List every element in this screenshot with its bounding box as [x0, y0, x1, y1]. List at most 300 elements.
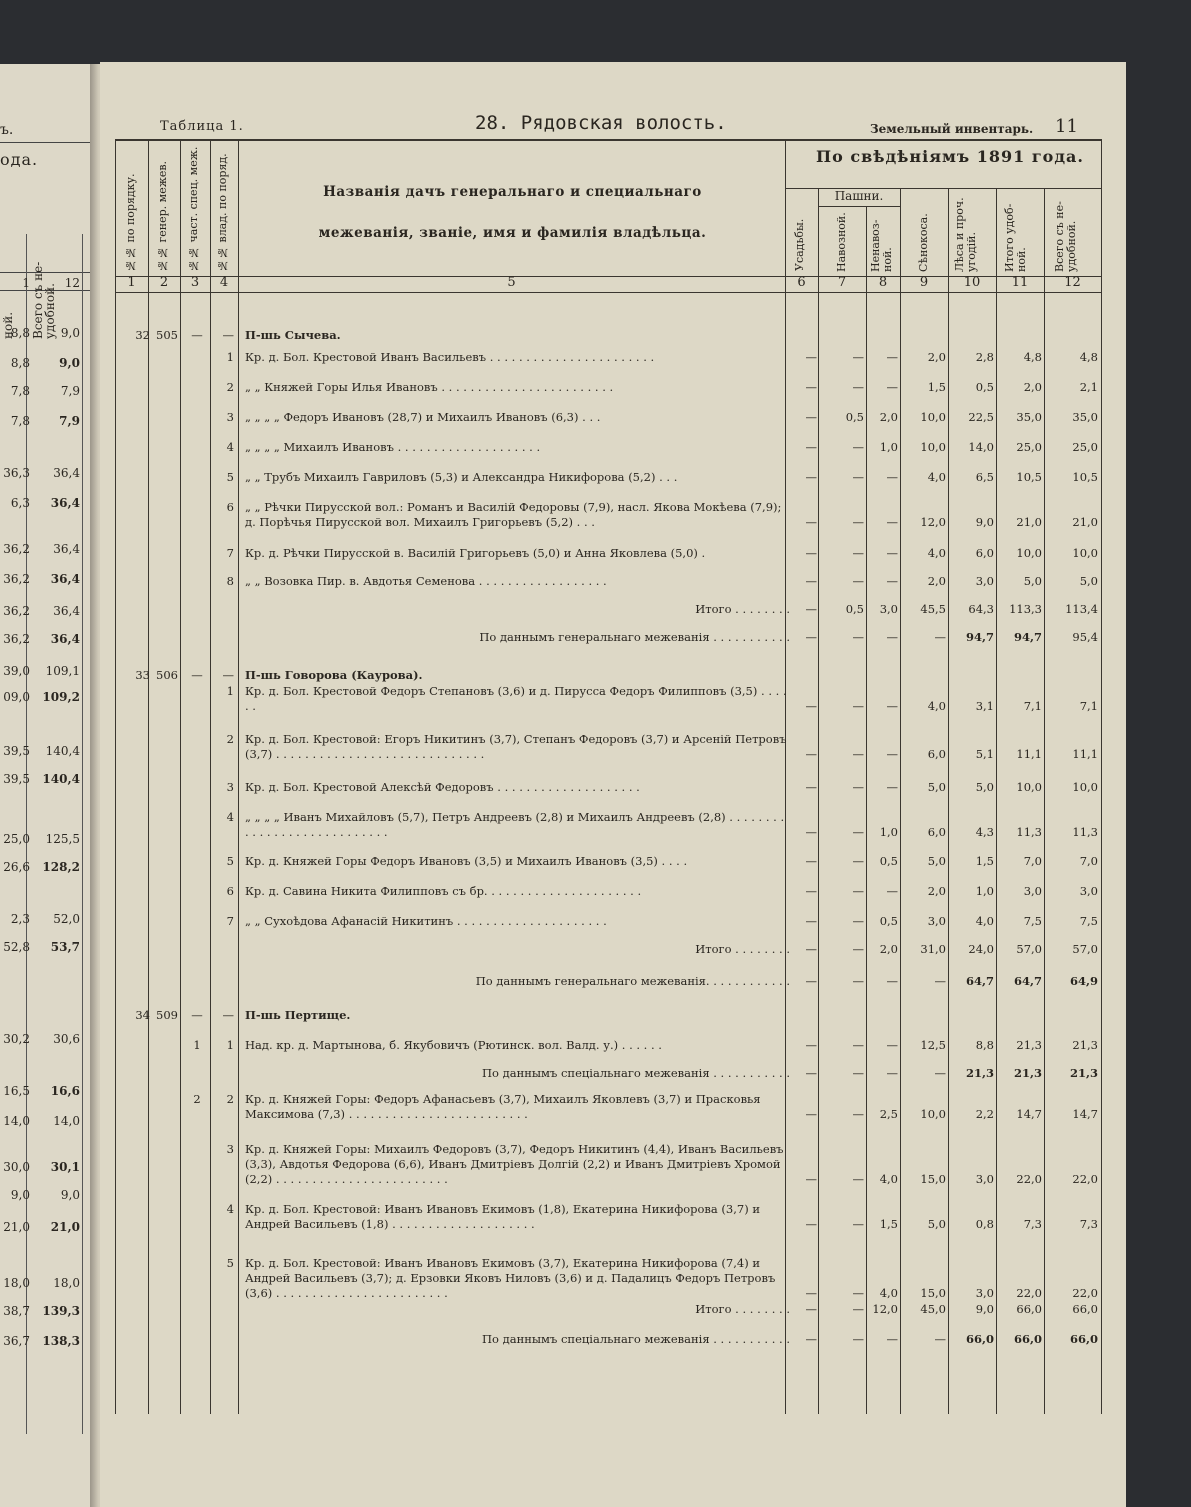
column-line [866, 206, 867, 1414]
left-page-cell: 9,0 [60, 1188, 80, 1202]
col-7-header: Навозной. [835, 212, 848, 272]
value-col-6: — [805, 1302, 817, 1316]
value-col-6: — [805, 884, 817, 898]
left-page-row [0, 1188, 96, 1208]
value-col-6: — [805, 470, 817, 484]
value-col-6: — [805, 1217, 817, 1231]
value-col-8: 1,0 [879, 440, 898, 454]
col-8-header: Ненавоз-ной. [869, 219, 894, 272]
row-number-n4: 2 [226, 380, 234, 394]
owner-name: Кр. д. Савина Никита Филипповъ съ бр. . . . . . . . . . . . . . . . . . . . . . [245, 884, 642, 898]
value-col-6: — [805, 574, 817, 588]
value-col-9: 4,0 [927, 546, 946, 560]
left-page-cell: 21,0 [50, 1220, 80, 1234]
value-col-11: 3,0 [1023, 884, 1042, 898]
value-col-6: — [805, 747, 817, 761]
left-page-cell: 36,4 [50, 496, 80, 510]
column-number-rule [115, 292, 1102, 293]
value-col-10: 66,0 [965, 1332, 994, 1346]
value-col-10: 1,0 [975, 884, 994, 898]
col-10-header: Лѣса и проч. угодій. [953, 197, 978, 272]
value-col-10: 3,0 [975, 1286, 994, 1300]
owner-name: Кр. д. Бол. Крестовой: Иванъ Ивановъ Екимовъ (1,8), Екатерина Никифорова (3,7) и Андрей Васильевъ (1,8) . . . . . . . . . . . . . . . . . . . . [245, 1202, 761, 1231]
left-page-row [0, 384, 96, 404]
value-col-10: 64,7 [965, 974, 994, 988]
left-page-cell: 52,8 [3, 940, 30, 954]
value-col-11: 25,0 [1016, 440, 1042, 454]
value-col-8: 0,5 [879, 914, 898, 928]
section-title: Земельный инвентарь. [870, 122, 1034, 136]
left-page-cell: 30,0 [3, 1160, 30, 1174]
left-page-rule [0, 142, 96, 143]
left-page-cell: 140,4 [45, 744, 80, 758]
left-page-fragment [0, 64, 96, 1507]
value-col-12: 21,3 [1069, 1066, 1098, 1080]
right-page [100, 62, 1126, 1507]
left-page-cell: 9,0 [59, 356, 80, 370]
column-line [180, 139, 181, 1414]
value-col-6: — [805, 1286, 817, 1300]
value-col-9: 15,0 [920, 1286, 946, 1300]
left-page-cell: 139,3 [42, 1304, 80, 1318]
col-number: 2 [159, 275, 169, 290]
owner-name: Кр. д. Рѣчки Пирусской в. Василій Григорьевъ (5,0) и Анна Яковлева (5,0) . [245, 546, 706, 560]
value-col-7: — [852, 1332, 864, 1346]
row-number-n4: — [222, 668, 234, 682]
row-number-n2: 509 [156, 1008, 178, 1022]
value-col-9: 3,0 [927, 914, 946, 928]
value-col-6: — [805, 974, 817, 988]
value-col-9: 12,0 [920, 515, 946, 529]
row-number-n4: 3 [226, 780, 234, 794]
value-col-9: 10,0 [920, 410, 946, 424]
value-col-7: — [852, 440, 864, 454]
left-page-col-b-num: 12 [64, 276, 80, 290]
left-page-cell: 38,7 [3, 1304, 30, 1318]
left-page-row [0, 572, 96, 592]
value-col-12: 66,0 [1069, 1332, 1098, 1346]
owner-name: „ „ „ „ Михаилъ Ивановъ . . . . . . . . . . . . . . . . . . . . [245, 440, 541, 454]
row-number-n4: 5 [226, 1256, 234, 1270]
owner-name: „ „ „ „ Иванъ Михайловъ (5,7), Петръ Андреевъ (2,8) и Михаилъ Андреевъ (2,8) . . . . . . . . . . . . . . . . . . . . . . . . . . . . [245, 810, 785, 839]
left-page-cell: 109,2 [42, 690, 80, 704]
col-6-header: Усадьбы. [793, 218, 806, 271]
value-col-8: 1,0 [879, 825, 898, 839]
value-col-11: 113,3 [1009, 602, 1042, 616]
left-page-cell: 14,0 [53, 1114, 80, 1128]
value-col-12: 25,0 [1072, 440, 1098, 454]
row-number-n4: 4 [226, 810, 234, 824]
row-number-n2: 505 [156, 328, 178, 342]
left-page-row [0, 912, 96, 932]
value-col-9: 2,0 [927, 574, 946, 588]
left-page-row [0, 496, 96, 516]
value-col-10: 0,5 [975, 380, 994, 394]
value-col-6: — [805, 546, 817, 560]
owner-name: По даннымъ генеральнаго межеванія . . . . . . . . . . . [479, 630, 790, 644]
pashni-header: Пашни. [834, 189, 884, 203]
value-col-12: 10,0 [1072, 546, 1098, 560]
col-12-header: Всего съ не-удобной. [1053, 201, 1078, 272]
owner-name: По даннымъ генеральнаго межеванія. . . . . . . . . . . . [475, 974, 790, 988]
row-number-n4: 5 [226, 470, 234, 484]
value-col-7: 0,5 [845, 410, 864, 424]
owner-name: П-шь Пертище. [245, 1008, 351, 1022]
left-page-row [0, 1084, 96, 1104]
table-top-rule [115, 139, 1102, 141]
value-col-10: 22,5 [968, 410, 994, 424]
owner-name: „ „ Трубъ Михаилъ Гавриловъ (5,3) и Александра Никифорова (5,2) . . . [245, 470, 678, 484]
value-col-11: 94,7 [1013, 630, 1042, 644]
left-page-cell: 18,0 [53, 1276, 80, 1290]
row-number-n3: — [191, 1008, 203, 1022]
value-col-8: — [886, 515, 898, 529]
value-col-7: — [852, 1038, 864, 1052]
value-col-12: 21,3 [1072, 1038, 1098, 1052]
value-col-10: 2,2 [975, 1107, 994, 1121]
row-number-n4: 6 [226, 884, 234, 898]
owner-name: Над. кр. д. Мартынова, б. Якубовичъ (Рютинск. вол. Валд. у.) . . . . . . [245, 1038, 662, 1052]
value-col-9: 4,0 [927, 699, 946, 713]
value-col-6: — [805, 825, 817, 839]
left-page-col-a-num: 1 [22, 276, 30, 290]
row-number-n3: — [191, 328, 203, 342]
left-page-cell: 30,6 [53, 1032, 80, 1046]
value-col-9: 6,0 [927, 825, 946, 839]
left-page-cell: 36,7 [3, 1334, 30, 1348]
row-number-n2: 506 [156, 668, 178, 682]
value-col-10: 14,0 [968, 440, 994, 454]
value-col-7: — [852, 470, 864, 484]
value-col-11: 4,8 [1023, 350, 1042, 364]
column-line [210, 139, 211, 1414]
value-col-6: — [805, 1332, 817, 1346]
value-col-11: 7,5 [1023, 914, 1042, 928]
value-col-8: 0,5 [879, 854, 898, 868]
pashni-header-rule [818, 206, 900, 207]
value-col-12: 5,0 [1079, 574, 1098, 588]
value-col-10: 3,0 [975, 574, 994, 588]
value-col-9: 5,0 [927, 1217, 946, 1231]
left-page-row [0, 542, 96, 562]
left-page-cell: 30,1 [50, 1160, 80, 1174]
value-col-12: 14,7 [1072, 1107, 1098, 1121]
value-col-12: 7,0 [1079, 854, 1098, 868]
left-page-row [0, 1276, 96, 1296]
col-9-header: Сѣнокоса. [917, 213, 930, 272]
owner-name: Итого . . . . . . . . [695, 942, 790, 956]
col-5-header-line1: Названія дачъ генеральнаго и специальнаго [323, 184, 702, 200]
left-page-cell: 36,4 [50, 632, 80, 646]
value-col-11: 66,0 [1016, 1302, 1042, 1316]
col-3-header: №№ част. спец. меж. [187, 146, 200, 272]
column-line [900, 188, 901, 1414]
value-col-6: — [805, 410, 817, 424]
value-col-6: — [805, 515, 817, 529]
row-number-n4: 2 [226, 732, 234, 746]
value-col-12: 57,0 [1072, 942, 1098, 956]
value-col-8: 4,0 [879, 1286, 898, 1300]
value-col-8: — [886, 974, 898, 988]
left-page-cell: 25,0 [3, 832, 30, 846]
value-col-10: 9,0 [975, 1302, 994, 1316]
row-number-n3: 2 [193, 1092, 201, 1106]
value-col-6: — [805, 780, 817, 794]
row-number-n4: — [222, 1008, 234, 1022]
left-page-row [0, 940, 96, 960]
left-page-cell: 7,8 [10, 414, 30, 428]
col-number: 8 [878, 275, 888, 290]
column-line [1101, 139, 1102, 1414]
col-number: 4 [219, 275, 229, 290]
column-line [996, 188, 997, 1414]
value-col-7: — [852, 515, 864, 529]
value-col-12: 11,1 [1072, 747, 1098, 761]
row-number-n3: — [191, 668, 203, 682]
col-number: 9 [919, 275, 929, 290]
col-number: 5 [507, 275, 516, 290]
left-page-cell: 16,6 [50, 1084, 80, 1098]
value-col-10: 8,8 [975, 1038, 994, 1052]
value-col-7: — [852, 884, 864, 898]
value-col-9: 31,0 [920, 942, 946, 956]
value-col-8: 3,0 [879, 602, 898, 616]
left-page-row [0, 772, 96, 792]
value-col-11: 21,3 [1013, 1066, 1042, 1080]
value-col-10: 24,0 [968, 942, 994, 956]
value-col-12: 22,0 [1072, 1172, 1098, 1186]
value-col-11: 21,3 [1016, 1038, 1042, 1052]
owner-name: Кр. д. Бол. Крестовой Федоръ Степановъ (3,6) и д. Пирусса Федоръ Филипповъ (3,5) . . . . . . [245, 684, 787, 713]
value-col-11: 7,3 [1023, 1217, 1042, 1231]
left-page-row [0, 326, 96, 346]
value-col-9: 6,0 [927, 747, 946, 761]
value-col-9: 2,0 [927, 350, 946, 364]
value-col-12: 3,0 [1079, 884, 1098, 898]
owner-name: П-шь Сычева. [245, 328, 341, 342]
value-col-7: — [852, 747, 864, 761]
left-page-row [0, 690, 96, 710]
value-col-11: 11,3 [1016, 825, 1042, 839]
value-col-10: 21,3 [965, 1066, 994, 1080]
value-col-7: — [852, 350, 864, 364]
row-number-n3: 1 [193, 1038, 201, 1052]
left-page-row [0, 664, 96, 684]
value-col-10: 9,0 [975, 515, 994, 529]
owner-name: Итого . . . . . . . . [695, 1302, 790, 1316]
left-page-cell: 52,0 [53, 912, 80, 926]
value-col-9: — [934, 974, 946, 988]
left-page-row [0, 1160, 96, 1180]
left-page-cell: 39,5 [3, 772, 30, 786]
value-col-8: 2,0 [879, 942, 898, 956]
value-col-10: 5,1 [975, 747, 994, 761]
value-col-8: — [886, 1038, 898, 1052]
value-col-7: 0,5 [845, 602, 864, 616]
col-number: 12 [1064, 275, 1081, 290]
page-number: 11 [1055, 116, 1078, 137]
left-page-header: ъ. [0, 122, 14, 138]
row-number-n1: 33 [135, 668, 150, 682]
row-number-n4: 2 [226, 1092, 234, 1106]
value-col-8: — [886, 747, 898, 761]
value-col-11: 21,0 [1016, 515, 1042, 529]
row-number-n4: 4 [226, 440, 234, 454]
row-number-n4: 6 [226, 500, 234, 514]
value-col-7: — [852, 1172, 864, 1186]
value-col-10: 6,5 [975, 470, 994, 484]
value-col-12: 113,4 [1065, 602, 1098, 616]
owner-name: „ „ Возовка Пир. в. Авдотья Семенова . . . . . . . . . . . . . . . . . . [245, 574, 607, 588]
value-col-12: 4,8 [1079, 350, 1098, 364]
left-page-cell: 2,3 [10, 912, 30, 926]
value-col-11: 35,0 [1016, 410, 1042, 424]
value-col-11: 14,7 [1016, 1107, 1042, 1121]
value-col-9: 15,0 [920, 1172, 946, 1186]
value-col-10: 5,0 [975, 780, 994, 794]
value-col-8: — [886, 470, 898, 484]
value-col-8: — [886, 1332, 898, 1346]
col-number: 11 [1011, 275, 1029, 290]
left-page-title: ода. [0, 150, 39, 169]
value-col-9: 5,0 [927, 854, 946, 868]
left-page-cell: 36,2 [3, 572, 30, 586]
left-page-row [0, 1220, 96, 1240]
value-col-7: — [852, 914, 864, 928]
value-col-12: 10,5 [1072, 470, 1098, 484]
value-col-10: 4,3 [975, 825, 994, 839]
left-page-cell: 36,4 [53, 604, 80, 618]
left-page-row [0, 632, 96, 652]
row-number-n4: 1 [226, 684, 234, 698]
left-page-row [0, 356, 96, 376]
row-number-n4: 7 [226, 914, 234, 928]
left-page-row [0, 744, 96, 764]
owner-name: Кр. д. Бол. Крестовой: Егоръ Никитинъ (3,7), Степанъ Федоровъ (3,7) и Арсеній Петровъ (3,7) . . . . . . . . . . . . . . . . . . . . . . . . . . . . . [245, 732, 787, 761]
row-number-n1: 34 [135, 1008, 150, 1022]
left-page-cell: 7,9 [60, 384, 80, 398]
row-number-n4: 7 [226, 546, 234, 560]
left-page-cell: 53,7 [50, 940, 80, 954]
value-col-7: — [852, 380, 864, 394]
left-page-cell: 21,0 [3, 1220, 30, 1234]
value-col-10: 0,8 [975, 1217, 994, 1231]
owner-name: Итого . . . . . . . . [695, 602, 790, 616]
value-col-12: 95,4 [1072, 630, 1098, 644]
value-col-8: — [886, 630, 898, 644]
value-col-12: 2,1 [1079, 380, 1098, 394]
left-page-row [0, 1114, 96, 1134]
left-page-cell: 36,2 [3, 604, 30, 618]
value-col-11: 66,0 [1013, 1332, 1042, 1346]
value-col-8: — [886, 884, 898, 898]
value-col-9: 1,5 [927, 380, 946, 394]
value-col-6: — [805, 699, 817, 713]
value-col-9: — [934, 1332, 946, 1346]
owner-name: Кр. д. Княжей Горы Федоръ Ивановъ (3,5) и Михаилъ Ивановъ (3,5) . . . . [245, 854, 688, 868]
value-col-12: 66,0 [1072, 1302, 1098, 1316]
value-col-8: 2,0 [879, 410, 898, 424]
value-col-7: — [852, 630, 864, 644]
col-4-header: №№ влад. по поряд. [216, 153, 229, 272]
value-col-7: — [852, 974, 864, 988]
left-page-cell: 8,8 [10, 326, 30, 340]
value-col-10: 3,0 [975, 1172, 994, 1186]
left-page-row [0, 1334, 96, 1354]
owner-name: „ „ Рѣчки Пирусской вол.: Романъ и Василій Федоровы (7,9), насл. Якова Мокѣева (7,9); д. Порѣчья Пирусской вол. Михаилъ Григорьевъ (5,2) . . . [245, 500, 782, 529]
value-col-9: — [934, 630, 946, 644]
value-col-8: 4,0 [879, 1172, 898, 1186]
value-col-10: 1,5 [975, 854, 994, 868]
value-col-7: — [852, 1066, 864, 1080]
left-page-cell: 36,2 [3, 542, 30, 556]
left-page-cell: 39,5 [3, 744, 30, 758]
value-col-6: — [805, 602, 817, 616]
owner-name: „ „ „ „ Федоръ Ивановъ (28,7) и Михаилъ Ивановъ (6,3) . . . [245, 410, 601, 424]
value-col-10: 94,7 [965, 630, 994, 644]
value-col-8: — [886, 380, 898, 394]
value-col-8: — [886, 574, 898, 588]
left-page-cell: 6,3 [10, 496, 30, 510]
value-col-8: — [886, 1066, 898, 1080]
value-col-6: — [805, 380, 817, 394]
left-page-col-a-label: ной. [1, 311, 15, 339]
value-col-8: — [886, 350, 898, 364]
value-col-11: 10,0 [1016, 780, 1042, 794]
value-col-12: 7,1 [1079, 699, 1098, 713]
value-col-7: — [852, 699, 864, 713]
super-header: По свѣдѣніямъ 1891 года. [816, 147, 1084, 166]
value-col-7: — [852, 825, 864, 839]
col-5-header-line2: межеванія, званіе, имя и фамилія владѣльца. [318, 225, 707, 241]
column-line [1044, 188, 1045, 1414]
value-col-9: 2,0 [927, 884, 946, 898]
owner-name: По даннымъ спеціальнаго межеванія . . . . . . . . . . . [482, 1066, 790, 1080]
left-page-row [0, 466, 96, 486]
left-page-cell: 7,9 [59, 414, 80, 428]
left-page-row [0, 414, 96, 434]
col-number: 3 [190, 275, 200, 290]
value-col-7: — [852, 1302, 864, 1316]
owner-name: Кр. д. Бол. Крестовой Иванъ Васильевъ . . . . . . . . . . . . . . . . . . . . . . . [245, 350, 655, 364]
left-page-cell: 30,2 [3, 1032, 30, 1046]
value-col-7: — [852, 574, 864, 588]
left-page-cell: 36,4 [53, 542, 80, 556]
owner-name: Кр. д. Бол. Крестовой Алексѣй Федоровъ . . . . . . . . . . . . . . . . . . . . [245, 780, 640, 794]
left-page-cell: 14,0 [3, 1114, 30, 1128]
left-page-cell: 36,2 [3, 632, 30, 646]
value-col-6: — [805, 630, 817, 644]
left-page-row [0, 860, 96, 880]
value-col-10: 2,8 [975, 350, 994, 364]
value-col-8: 12,0 [872, 1302, 898, 1316]
left-page-cell: 09,0 [3, 690, 30, 704]
row-number-n4: 1 [226, 350, 234, 364]
value-col-8: — [886, 546, 898, 560]
left-page-row [0, 604, 96, 624]
left-page-cell: 109,1 [45, 664, 80, 678]
value-col-9: 4,0 [927, 470, 946, 484]
left-page-col-b-label: Всего съ не-удобной. [31, 261, 57, 339]
value-col-12: 11,3 [1072, 825, 1098, 839]
left-page-col-numbers [0, 276, 96, 296]
owner-name: „ „ Княжей Горы Илья Ивановъ . . . . . . . . . . . . . . . . . . . . . . . . [245, 380, 614, 394]
value-col-10: 6,0 [975, 546, 994, 560]
owner-name: Кр. д. Бол. Крестовой: Иванъ Ивановъ Екимовъ (3,7), Екатерина Никифорова (7,4) и Андрей Васильевъ (3,7); д. Ерзовки Яковъ Ниловъ (3,6) и д. Падалицъ Федоръ Петровъ (3,6) . . . . . . . . . . . . . . . . . . . . . . . . [245, 1256, 776, 1300]
value-col-9: 10,0 [920, 440, 946, 454]
col-5-header [240, 172, 785, 254]
value-col-8: — [886, 780, 898, 794]
